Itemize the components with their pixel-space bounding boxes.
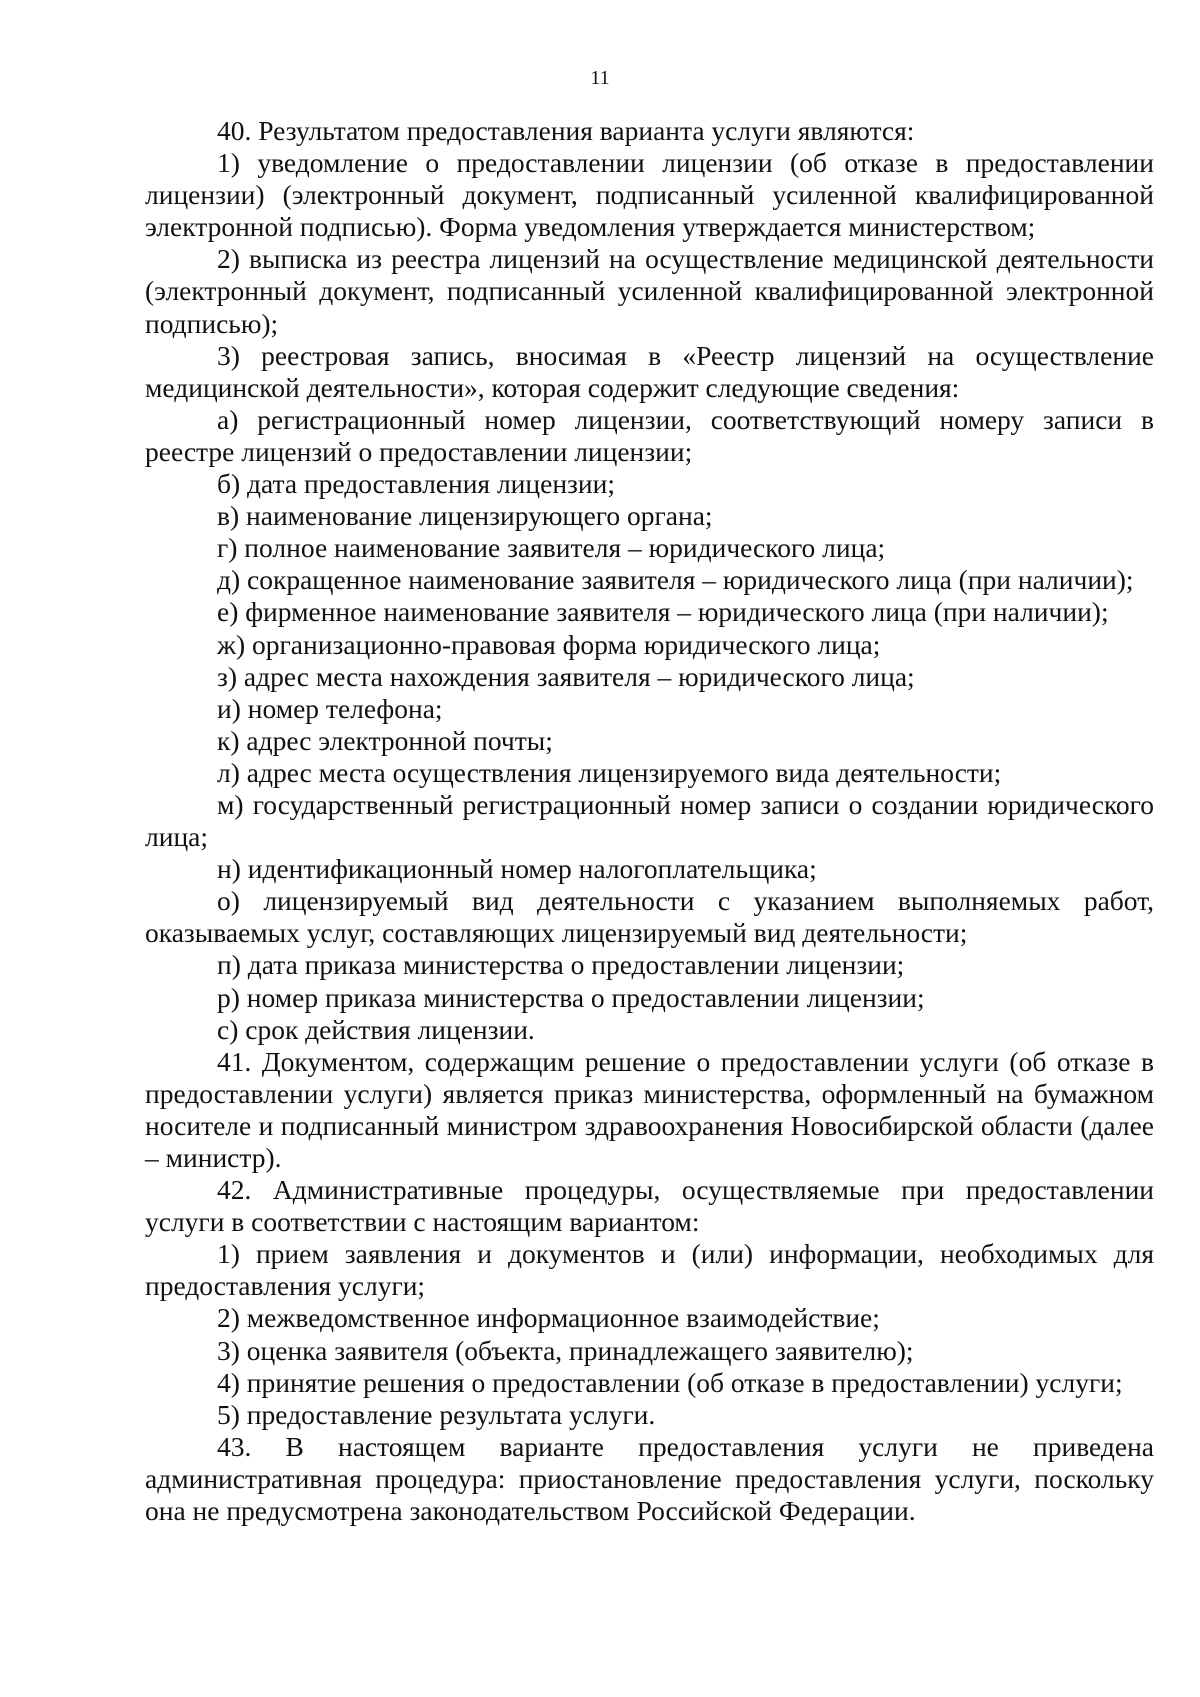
sub-item-r: р) номер приказа министерства о предоставлении лицензии; bbox=[217, 981, 925, 1013]
list-item-40-1: 1) уведомление о предоставлении лицензии (об отказе в предоставлении лицензии) (электронный документ, подписанный усиленной квалифицированной электронной подписью). Форма уведомления утверждается министерством; bbox=[145, 147, 1154, 243]
list-item-42-4: 4) принятие решения о предоставлении (об отказе в предоставлении) услуги; bbox=[217, 1366, 1123, 1398]
sub-item-l: л) адрес места осуществления лицензируемого вида деятельности; bbox=[217, 756, 1002, 788]
sub-item-a: а) регистрационный номер лицензии, соответствующий номеру записи в реестре лицензий о предоставлении лицензии; bbox=[145, 403, 1154, 467]
list-item-40-3: 3) реестровая запись, вносимая в «Реестр лицензий на осуществление медицинской деятельности», которая содержит следующие сведения: bbox=[145, 339, 1154, 403]
document-body bbox=[145, 115, 1154, 1527]
sub-item-e: е) фирменное наименование заявителя – юридического лица (при наличии); bbox=[217, 596, 1109, 628]
sub-item-s: с) срок действия лицензии. bbox=[217, 1013, 535, 1045]
sub-item-o: о) лицензируемый вид деятельности с указанием выполняемых работ, оказываемых услуг, составляющих лицензируемый вид деятельности; bbox=[145, 885, 1154, 949]
sub-item-zh: ж) организационно-правовая форма юридического лица; bbox=[217, 628, 881, 660]
sub-item-i: и) номер телефона; bbox=[217, 692, 443, 724]
sub-item-n: н) идентификационный номер налогоплательщика; bbox=[217, 853, 817, 885]
list-item-42-1: 1) прием заявления и документов и (или) информации, необходимых для предоставления услуги; bbox=[145, 1238, 1154, 1302]
list-item-40-2: 2) выписка из реестра лицензий на осуществление медицинской деятельности (электронный документ, подписанный усиленной квалифицированной электронной подписью); bbox=[145, 243, 1154, 339]
paragraph-42-heading: 42. Административные процедуры, осуществляемые при предоставлении услуги в соответствии с настоящим вариантом: bbox=[145, 1174, 1154, 1238]
sub-item-g: г) полное наименование заявителя – юридического лица; bbox=[217, 532, 886, 564]
paragraph-43: 43. В настоящем варианте предоставления услуги не приведена административная процедура: приостановление предоставления услуги, поскольку она не предусмотрена законодательством Российской Федерации. bbox=[145, 1430, 1154, 1527]
paragraph-41: 41. Документом, содержащим решение о предоставлении услуги (об отказе в предоставлении услуги) является приказ министерства, оформленный на бумажном носителе и подписанный министром здравоохранения Новосибирской области (далее – министр). bbox=[145, 1045, 1154, 1173]
list-item-42-3: 3) оценка заявителя (объекта, принадлежащего заявителю); bbox=[217, 1334, 914, 1366]
sub-item-z: з) адрес места нахождения заявителя – юридического лица; bbox=[217, 660, 915, 692]
sub-item-m: м) государственный регистрационный номер записи о создании юридического лица; bbox=[145, 788, 1154, 853]
list-item-42-2: 2) межведомственное информационное взаимодействие; bbox=[217, 1302, 880, 1334]
list-item-42-5: 5) предоставление результата услуги. bbox=[217, 1398, 656, 1430]
sub-item-p: п) дата приказа министерства о предоставлении лицензии; bbox=[217, 949, 905, 981]
page-number: 11 bbox=[590, 67, 610, 89]
sub-item-k: к) адрес электронной почты; bbox=[217, 724, 553, 756]
paragraph-40-heading: 40. Результатом предоставления варианта услуги являются: bbox=[217, 115, 915, 146]
sub-item-d: д) сокращенное наименование заявителя – юридического лица (при наличии); bbox=[217, 564, 1134, 596]
sub-item-b: б) дата предоставления лицензии; bbox=[217, 468, 615, 500]
sub-item-v: в) наименование лицензирующего органа; bbox=[217, 500, 713, 532]
